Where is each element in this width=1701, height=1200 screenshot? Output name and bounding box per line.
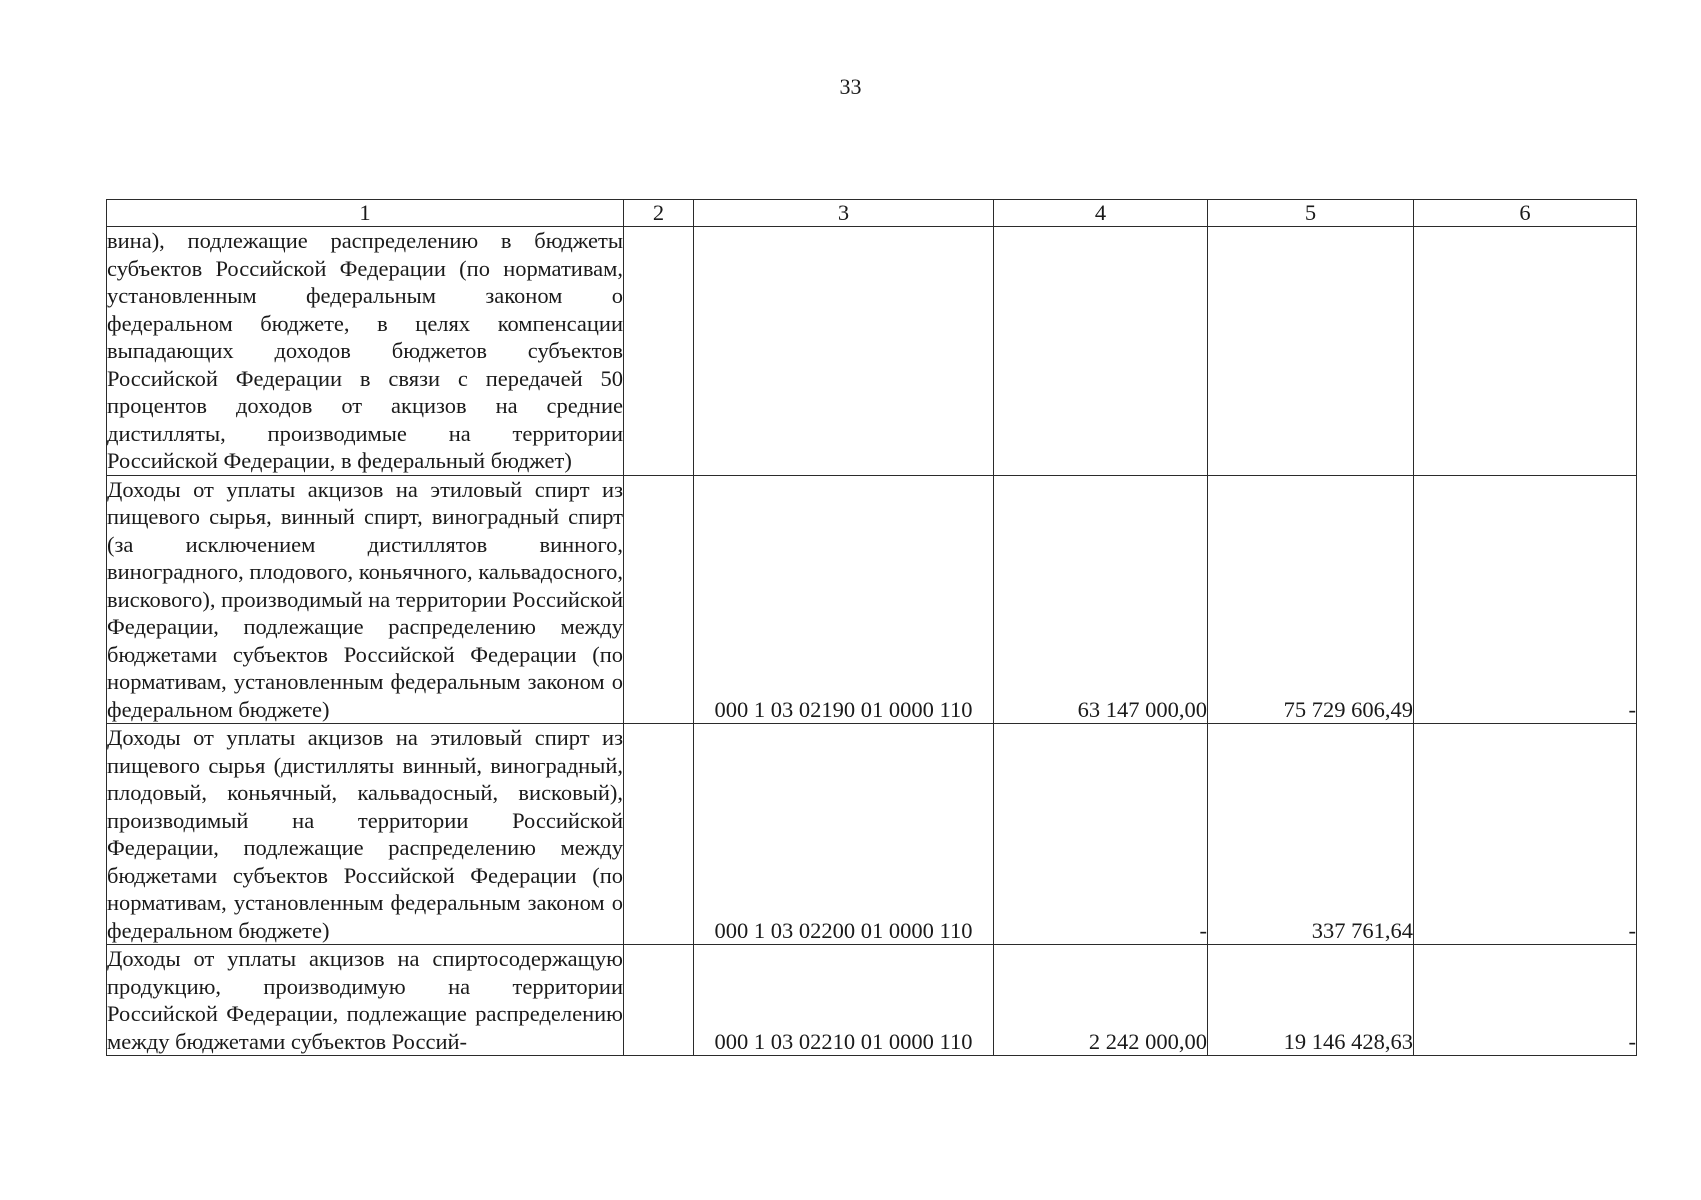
row-col4: 63 147 000,00 <box>994 475 1208 724</box>
row-description: Доходы от уплаты акцизов на спиртосодержащую продукцию, производимую на территории Российской Федерации, подлежащие распределению между бюджетами субъектов Россий- <box>107 946 623 1054</box>
row-col2 <box>624 227 694 476</box>
row-col5: 75 729 606,49 <box>1208 475 1414 724</box>
row-col2 <box>624 475 694 724</box>
column-header: 2 <box>624 200 694 227</box>
revenue-table <box>106 199 1637 1056</box>
row-col5: 337 761,64 <box>1208 724 1414 945</box>
row-col4: - <box>994 724 1208 945</box>
table-row <box>107 945 1637 1056</box>
row-description: Доходы от уплаты акцизов на этиловый спирт из пищевого сырья, винный спирт, виноградный спирт (за исключением дистиллятов винного, виноградного, плодового, коньячного, кальвадосного, вискового), производимый на территории Российской Федерации, подлежащие распределению между бюджетами субъектов Российской Федерации (по нормативам, установленным федеральным законом о федеральном бюджете) <box>107 476 623 722</box>
page-number: 33 <box>839 74 862 99</box>
column-header: 3 <box>694 200 994 227</box>
row-code: 000 1 03 02200 01 0000 110 <box>694 724 994 945</box>
row-col4 <box>994 227 1208 476</box>
row-col4: 2 242 000,00 <box>994 945 1208 1056</box>
column-header: 5 <box>1208 200 1414 227</box>
row-description: вина), подлежащие распределению в бюджеты субъектов Российской Федерации (по нормативам, установленным федеральным законом о федеральном бюджете, в целях компенсации выпадающих доходов бюджетов субъектов Российской Федерации в связи с передачей 50 процентов доходов от акцизов на средние дистилляты, производимые на территории Российской Федерации, в федеральный бюджет) <box>107 228 623 473</box>
table-row <box>107 475 1637 724</box>
row-code: 000 1 03 02190 01 0000 110 <box>694 475 994 724</box>
column-header: 1 <box>107 200 624 227</box>
table-header-row <box>107 200 1637 227</box>
column-header: 6 <box>1414 200 1637 227</box>
table-row <box>107 227 1637 476</box>
row-col2 <box>624 945 694 1056</box>
row-description: Доходы от уплаты акцизов на этиловый спирт из пищевого сырья (дистилляты винный, виноградный, плодовый, коньячный, кальвадосный, висковый), производимый на территории Российской Федерации, подлежащие распределению между бюджетами субъектов Российской Федерации (по нормативам, установленным федеральным законом о федеральном бюджете) <box>107 725 623 943</box>
row-col2 <box>624 724 694 945</box>
row-code: 000 1 03 02210 01 0000 110 <box>694 945 994 1056</box>
row-col6 <box>1414 227 1637 476</box>
row-col6: - <box>1414 724 1637 945</box>
row-col5: 19 146 428,63 <box>1208 945 1414 1056</box>
table-row <box>107 724 1637 945</box>
row-col5 <box>1208 227 1414 476</box>
row-col6: - <box>1414 945 1637 1056</box>
row-code <box>694 227 994 476</box>
column-header: 4 <box>994 200 1208 227</box>
row-col6: - <box>1414 475 1637 724</box>
